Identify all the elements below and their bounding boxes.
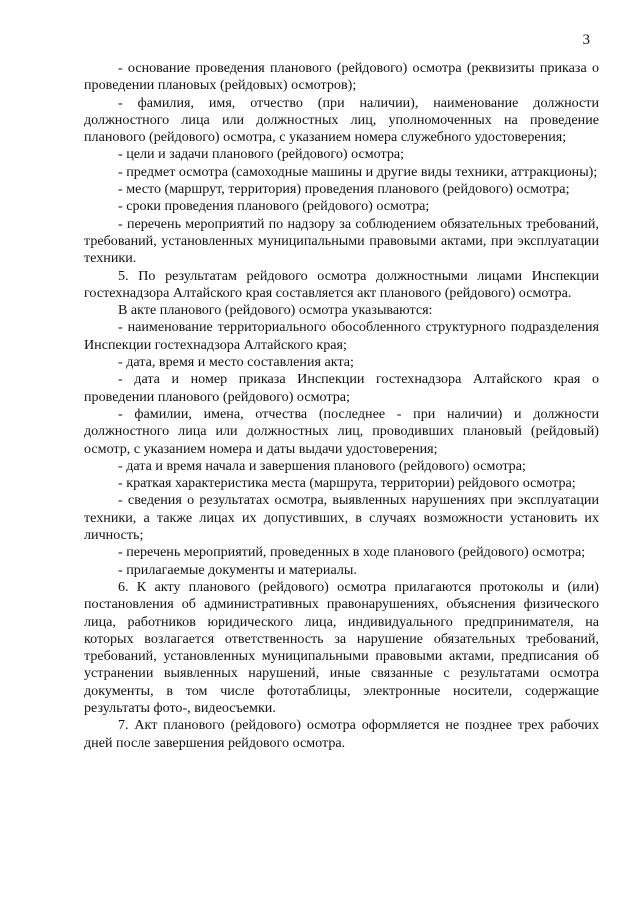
paragraph: - сведения о результатах осмотра, выявленных нарушениях при эксплуатации техники, а также лицах их допустивших, в случаях возможности установить их личность; <box>84 492 599 544</box>
paragraph: 5. По результатам рейдового осмотра должностными лицами Инспекции гостехнадзора Алтайского края составляется акт планового (рейдового) осмотра. <box>84 267 599 301</box>
paragraph: - предмет осмотра (самоходные машины и другие виды техники, аттракционы); <box>118 163 598 180</box>
paragraph: 7. Акт планового (рейдового) осмотра оформляется не позднее трех рабочих дней после завершения рейдового осмотра. <box>84 717 599 751</box>
paragraph: - прилагаемые документы и материалы. <box>118 561 357 578</box>
paragraph: 6. К акту планового (рейдового) осмотра прилагаются протоколы и (или) постановления об административных правонарушениях, объяснения физического лица, работников юридического лица, индивидуального предпринимателя, на которых возлагается ответственность за нарушение обязательных требований, требований, установленных муниципальными правовыми актами, предписания об устранении выявленных нарушений, иные связанные с результатами осмотра документы, в том числе фототаблицы, электронные носители, содержащие результаты фото-, видеосъемки. <box>84 578 599 716</box>
paragraph: - фамилия, имя, отчество (при наличии), наименование должности должностного лица или должностных лиц, уполномоченных на проведение планового (рейдового) осмотра, с указанием номера служебного удостоверения; <box>84 94 599 146</box>
paragraph: В акте планового (рейдового) осмотра указываются: <box>118 302 433 319</box>
document-body <box>84 60 599 752</box>
paragraph: - сроки проведения планового (рейдового) осмотра; <box>118 198 430 215</box>
page-number: 3 <box>582 32 590 48</box>
paragraph: - место (маршрут, территория) проведения планового (рейдового) осмотра; <box>118 181 570 198</box>
paragraph: - дата, время и место составления акта; <box>118 354 354 371</box>
paragraph: - цели и задачи планового (рейдового) осмотра; <box>118 146 405 163</box>
paragraph: - краткая характеристика места (маршрута, территории) рейдового осмотра; <box>118 475 576 492</box>
paragraph: - перечень мероприятий по надзору за соблюдением обязательных требований, требований, установленных муниципальными правовыми актами, при эксплуатации техники. <box>84 215 599 267</box>
paragraph: - дата и номер приказа Инспекции гостехнадзора Алтайского края о проведении планового (рейдового) осмотра; <box>84 371 599 405</box>
paragraph: - наименование территориального обособленного структурного подразделения Инспекции гостехнадзора Алтайского края; <box>84 319 599 353</box>
paragraph: - перечень мероприятий, проведенных в ходе планового (рейдового) осмотра; <box>118 544 586 561</box>
paragraph: - фамилии, имена, отчества (последнее - при наличии) и должности должностного лица или должностных лиц, проводивших плановый (рейдовый) осмотр, с указанием номера и даты выдачи удостоверения; <box>84 405 599 457</box>
paragraph: - основание проведения планового (рейдового) осмотра (реквизиты приказа о проведении плановых (рейдовых) осмотров); <box>84 60 599 94</box>
paragraph: - дата и время начала и завершения планового (рейдового) осмотра; <box>118 457 526 474</box>
